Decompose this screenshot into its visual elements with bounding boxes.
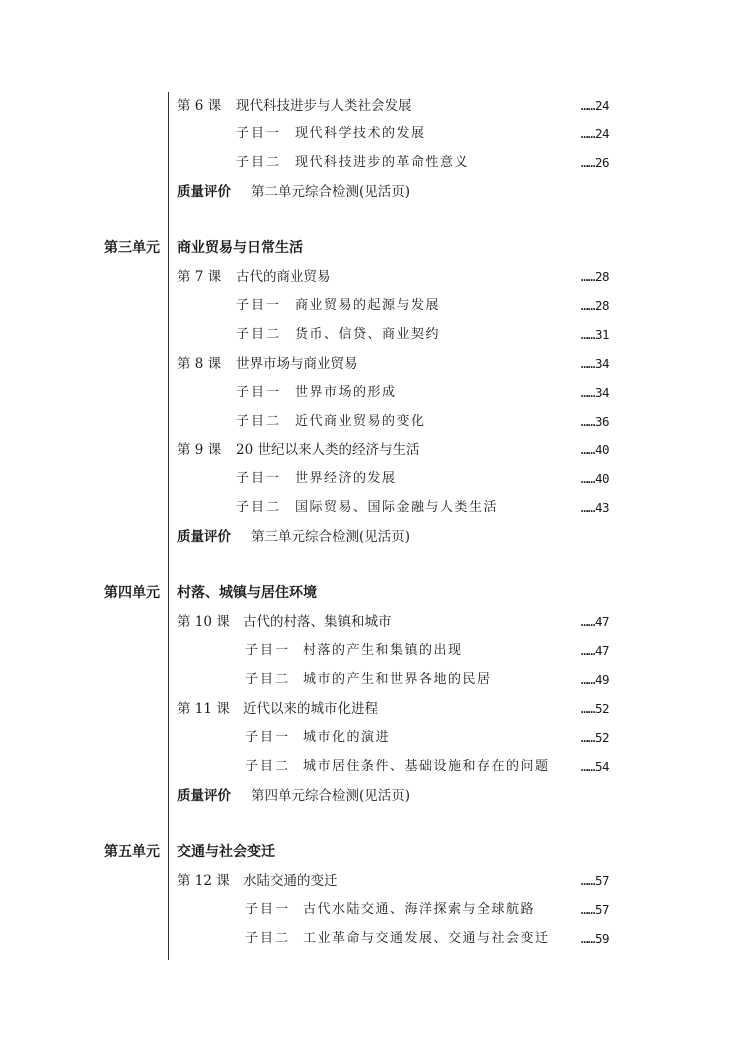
sub-label: 子目一	[236, 471, 282, 486]
page-number: ……54	[580, 759, 609, 774]
quality-evaluation-label: 质量评价	[177, 788, 231, 804]
page-number: ……52	[580, 701, 609, 716]
sub-title: 商业贸易的起源与发展	[295, 298, 441, 313]
quality-evaluation-entry[interactable]	[0, 525, 750, 549]
sub-entry[interactable]	[0, 467, 750, 491]
sub-label: 子目二	[236, 500, 282, 515]
sub-label: 子目一	[245, 902, 291, 917]
page-number: ……59	[580, 931, 609, 946]
sub-label: 子目二	[236, 327, 282, 342]
lesson-entry[interactable]	[0, 610, 750, 634]
unit-title: 商业贸易与日常生活	[177, 240, 303, 256]
sub-label: 子目二	[245, 672, 291, 687]
unit-heading[interactable]	[0, 840, 750, 864]
lesson-label: 第 9 课	[177, 442, 222, 458]
page-number: ……28	[580, 269, 609, 284]
unit-title: 村落、城镇与居住环境	[177, 585, 317, 601]
lesson-title: 20 世纪以来人类的经济与生活	[236, 442, 420, 458]
sub-entry[interactable]	[0, 726, 750, 750]
lesson-title: 古代的商业贸易	[236, 269, 331, 285]
lesson-entry[interactable]	[0, 438, 750, 462]
lesson-label: 第 6 课	[177, 98, 222, 114]
sub-label: 子目一	[236, 385, 282, 400]
lesson-title: 现代科技进步与人类社会发展	[236, 98, 412, 114]
page-number: ……47	[580, 643, 609, 658]
page-number: ……36	[580, 414, 609, 429]
sub-title: 近代商业贸易的变化	[295, 414, 426, 429]
sub-title: 工业革命与交通发展、交通与社会变迁	[303, 931, 550, 946]
page-number: ……49	[580, 672, 609, 687]
sub-label: 子目二	[236, 414, 282, 429]
lesson-label: 第 8 课	[177, 356, 222, 372]
unit-label: 第五单元	[104, 844, 160, 860]
unit-label: 第三单元	[104, 240, 160, 256]
sub-label: 子目一	[236, 126, 282, 141]
sub-title: 货币、信贷、商业契约	[295, 327, 441, 342]
sub-label: 子目一	[245, 643, 291, 658]
sub-label: 子目二	[245, 759, 291, 774]
lesson-title: 水陆交通的变迁	[243, 873, 338, 889]
quality-evaluation-title: 第二单元综合检测(见活页)	[251, 184, 411, 200]
sub-label: 子目二	[245, 931, 291, 946]
sub-title: 城市化的演进	[303, 730, 391, 745]
quality-evaluation-entry[interactable]	[0, 784, 750, 808]
page-number: ……34	[580, 385, 609, 400]
sub-title: 村落的产生和集镇的出现	[303, 643, 463, 658]
sub-entry[interactable]	[0, 122, 750, 146]
unit-title: 交通与社会变迁	[177, 844, 275, 860]
page-number: ……43	[580, 500, 609, 515]
sub-title: 世界经济的发展	[295, 471, 397, 486]
sub-entry[interactable]	[0, 755, 750, 779]
sub-title: 世界市场的形成	[295, 385, 397, 400]
unit-heading[interactable]	[0, 581, 750, 605]
lesson-entry[interactable]	[0, 352, 750, 376]
sub-entry[interactable]	[0, 496, 750, 520]
quality-evaluation-label: 质量评价	[177, 184, 231, 200]
lesson-label: 第 12 课	[177, 873, 230, 889]
lesson-title: 近代以来的城市化进程	[243, 701, 378, 717]
page-number: ……26	[580, 155, 609, 170]
page-number: ……28	[580, 298, 609, 313]
page-number: ……34	[580, 356, 609, 371]
lesson-label: 第 10 课	[177, 614, 230, 630]
page-number: ……52	[580, 730, 609, 745]
sub-label: 子目一	[245, 730, 291, 745]
page-number: ……24	[580, 126, 609, 141]
sub-entry[interactable]	[0, 294, 750, 318]
sub-title: 现代科学技术的发展	[295, 126, 426, 141]
quality-evaluation-title: 第三单元综合检测(见活页)	[251, 529, 411, 545]
sub-label: 子目二	[236, 155, 282, 170]
lesson-entry[interactable]	[0, 94, 750, 118]
sub-entry[interactable]	[0, 668, 750, 692]
sub-entry[interactable]	[0, 151, 750, 175]
sub-entry[interactable]	[0, 927, 750, 951]
sub-entry[interactable]	[0, 323, 750, 347]
sub-label: 子目一	[236, 298, 282, 313]
lesson-title: 世界市场与商业贸易	[236, 356, 358, 372]
lesson-entry[interactable]	[0, 869, 750, 893]
lesson-label: 第 7 课	[177, 269, 222, 285]
lesson-entry[interactable]	[0, 697, 750, 721]
sub-entry[interactable]	[0, 898, 750, 922]
sub-title: 城市的产生和世界各地的民居	[303, 672, 492, 687]
unit-label: 第四单元	[104, 585, 160, 601]
page-number: ……40	[580, 471, 609, 486]
lesson-title: 古代的村落、集镇和城市	[243, 614, 392, 630]
lesson-entry[interactable]	[0, 265, 750, 289]
sub-entry[interactable]	[0, 410, 750, 434]
quality-evaluation-entry[interactable]	[0, 180, 750, 204]
sub-title: 国际贸易、国际金融与人类生活	[295, 500, 499, 515]
page-number: ……57	[580, 902, 609, 917]
page-number: ……40	[580, 442, 609, 457]
sub-entry[interactable]	[0, 639, 750, 663]
lesson-label: 第 11 课	[177, 701, 230, 717]
page-number: ……24	[580, 98, 609, 113]
quality-evaluation-label: 质量评价	[177, 529, 231, 545]
unit-heading[interactable]	[0, 236, 750, 260]
page-number: ……31	[580, 327, 609, 342]
page-number: ……57	[580, 873, 609, 888]
page-number: ……47	[580, 614, 609, 629]
sub-title: 城市居住条件、基础设施和存在的问题	[303, 759, 550, 774]
sub-entry[interactable]	[0, 381, 750, 405]
quality-evaluation-title: 第四单元综合检测(见活页)	[251, 788, 411, 804]
sub-title: 现代科技进步的革命性意义	[295, 155, 470, 170]
sub-title: 古代水陆交通、海洋探索与全球航路	[303, 902, 536, 917]
